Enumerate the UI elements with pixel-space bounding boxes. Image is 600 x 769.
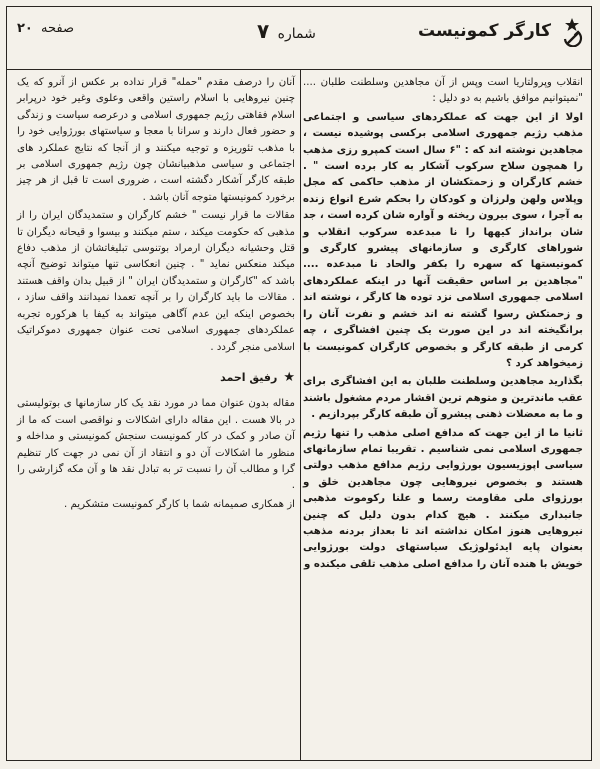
- issue-number: [257, 19, 316, 43]
- issue-label: شماره: [277, 26, 316, 42]
- column-divider: [300, 69, 301, 761]
- paragraph: مقاله بدون عنوان مما در مورد نقد یک کار سازمانها ی بوتولیستی در بالا هست . این مقاله دارای اشکالات و نواقصی است که ما از آن صادر و کمک در کار کمونیست سنجش کمونیستی و مداخله و منظور ما اشکالات آن دو و انتقاد از آن نمی در جهت کار تنظیم گرا و مطالب آن را نسبت تر به تبادل نقد ها و آن مکه گزارشی را .: [17, 398, 295, 492]
- publication-title: کارگر کمونیست: [418, 21, 551, 41]
- page-value: ۲۰: [17, 21, 33, 36]
- paragraph: بگذارید مجاهدین وسلطنت طلبان به این افشاگری برای عقب ماندترین و متوهم ترین اقشار مردم مشغول باشند و ما به معضلات ذهنی پیشرو آن طبقه کارگر بپردازیم .: [303, 376, 583, 421]
- paragraph: اولا از این جهت که عملکردهای سیاسی و اجتماعی مذهب رژیم جمهوری اسلامی برکسی پوشیده نیست ، مجاهدین نوشته اند که : "۶ سال است کمپرو رزی مذهب را همچون سلاح سرکوب آشکار به کار برده است " . خشم کارگران و زحمتکشان از مذهب حاکمی که مجل وپلاس ولهن ولرزان و کودکان را بحکم شرع انواع زنده به آجرا ، سوی بیرون ریخته و آواره شان کرده است ، جد شان برانداز کیهها را نا مبدعده سرکوب انقلاب و شوراهای کارگری و سازمانهای پیشرو کارگری و کمونیستها که سهره را بکفر والحاد نا مبدعده .... "مجاهدین بر اساس حقیقت آنها در اینکه عملکردهای اسلامی جمهوری اسلامی نزد توده ها کارگر ، نوشته اند و زحمتکش رسوا گشته نه اند خشم و نفرت آنان را برانگیخته اند در این صورت یک چنین افشاگری ، چه کرمی از طبقه کارگر و بخصوص کارگران کمونیست با زمیخواهد کرد ؟: [303, 111, 583, 369]
- masthead: [7, 7, 591, 70]
- page-number: [17, 21, 74, 36]
- paragraph: مقالات ما قرار نیست " خشم کارگران و ستمدیدگان ایران را از مذهبی که حکومت میکند ، ستم میکنند و بیسوا و قیحانه دیگران تا قتل وحشیانه دیگران ارمراد بوتنوسی تبلیغاتشان از مذهب دفاع میکند منعکس نماید " . چنین انعکاسی تنها میتواند توضیح آنچه باشد که "کارگران و ستمدیدگان ایران " از قبیل بدان واقف هستند . مقالات ما باید کارگران را بر آنچه تعمدا نمیدانند واقف سازد ، بخصوص اینکه این عدم آگاهی میتواند به کیفا با هرکوره تجربه عملکردهای جمهوری اسلامی تحت عنوان جمهوری دموکراتیک اسلامی منجر گردد .: [17, 210, 295, 353]
- hammer-sickle-star-icon: [561, 17, 583, 47]
- paragraph: انقلاب وپرولتاریا است وپس از آن مجاهدین وسلطنت طلبان .... "نمیتوانیم موافق باشیم به دو دلیل :: [303, 77, 583, 105]
- page-label: صفحه: [41, 21, 74, 36]
- newspaper-page: [6, 6, 592, 761]
- paragraph: از همکاری صمیمانه شما با کارگر کمونیست متشکریم .: [64, 498, 295, 510]
- author-line: [17, 370, 295, 386]
- paragraph: آنان را درصف مقدم "حمله" قرار نداده بر عکس از آنرو که یک چنین نیروهایی با اسلام راستین واقعی وعلوی وغیر خود درپرابر اسلام فقاهتی رژیم جمهوری اسلامی و درعرصه سیاست و زندگی و حضور فعال دارند و سرانا با معجا و سیاستهای بورژوایی خود را با مذهب تئوریزه و توجیه میکنند و از آنجا که نتایج عملکرد های اجتماعی و سیاسی مذهبیانشان چون رژیم جمهوری اسلامی بر طبقه کارگر آشکار دگشته است ، ضروری است تا قبل از هر چیز برخورد کمونیستها متوجه آنان باشد .: [17, 77, 295, 203]
- author-name: رفیق احمد: [220, 370, 278, 384]
- star-icon: ★: [283, 369, 295, 385]
- issue-value: ۷: [257, 19, 270, 43]
- right-column: [303, 75, 583, 575]
- paragraph: ثانیا ما از این جهت که مدافع اصلی مذهب را تنها رژیم جمهوری اسلامی نمی شناسیم . تقریبا تمام سازمانهای سیاسی اپوزیسیون بورژوایی رژیم مدافع مذهب دولتی هستند و بخصوص نیروهایی چون مجاهدین خلق و بورژوای ملی مقاومت رسما و علنا رکوموت مذهبی جانبداری میکنند . هیچ کدام بدون دلیل که چنین نیروهایی هنوز امکان نداشته اند تا بعداز بردنه مذهب بعنوان پایه ایدئولوژیک سیاستهای دولت بورژوایی خویش با هنده آنان را مدافع اصلی مذهب تلقی میکنده و: [303, 427, 583, 570]
- left-column: [17, 75, 295, 515]
